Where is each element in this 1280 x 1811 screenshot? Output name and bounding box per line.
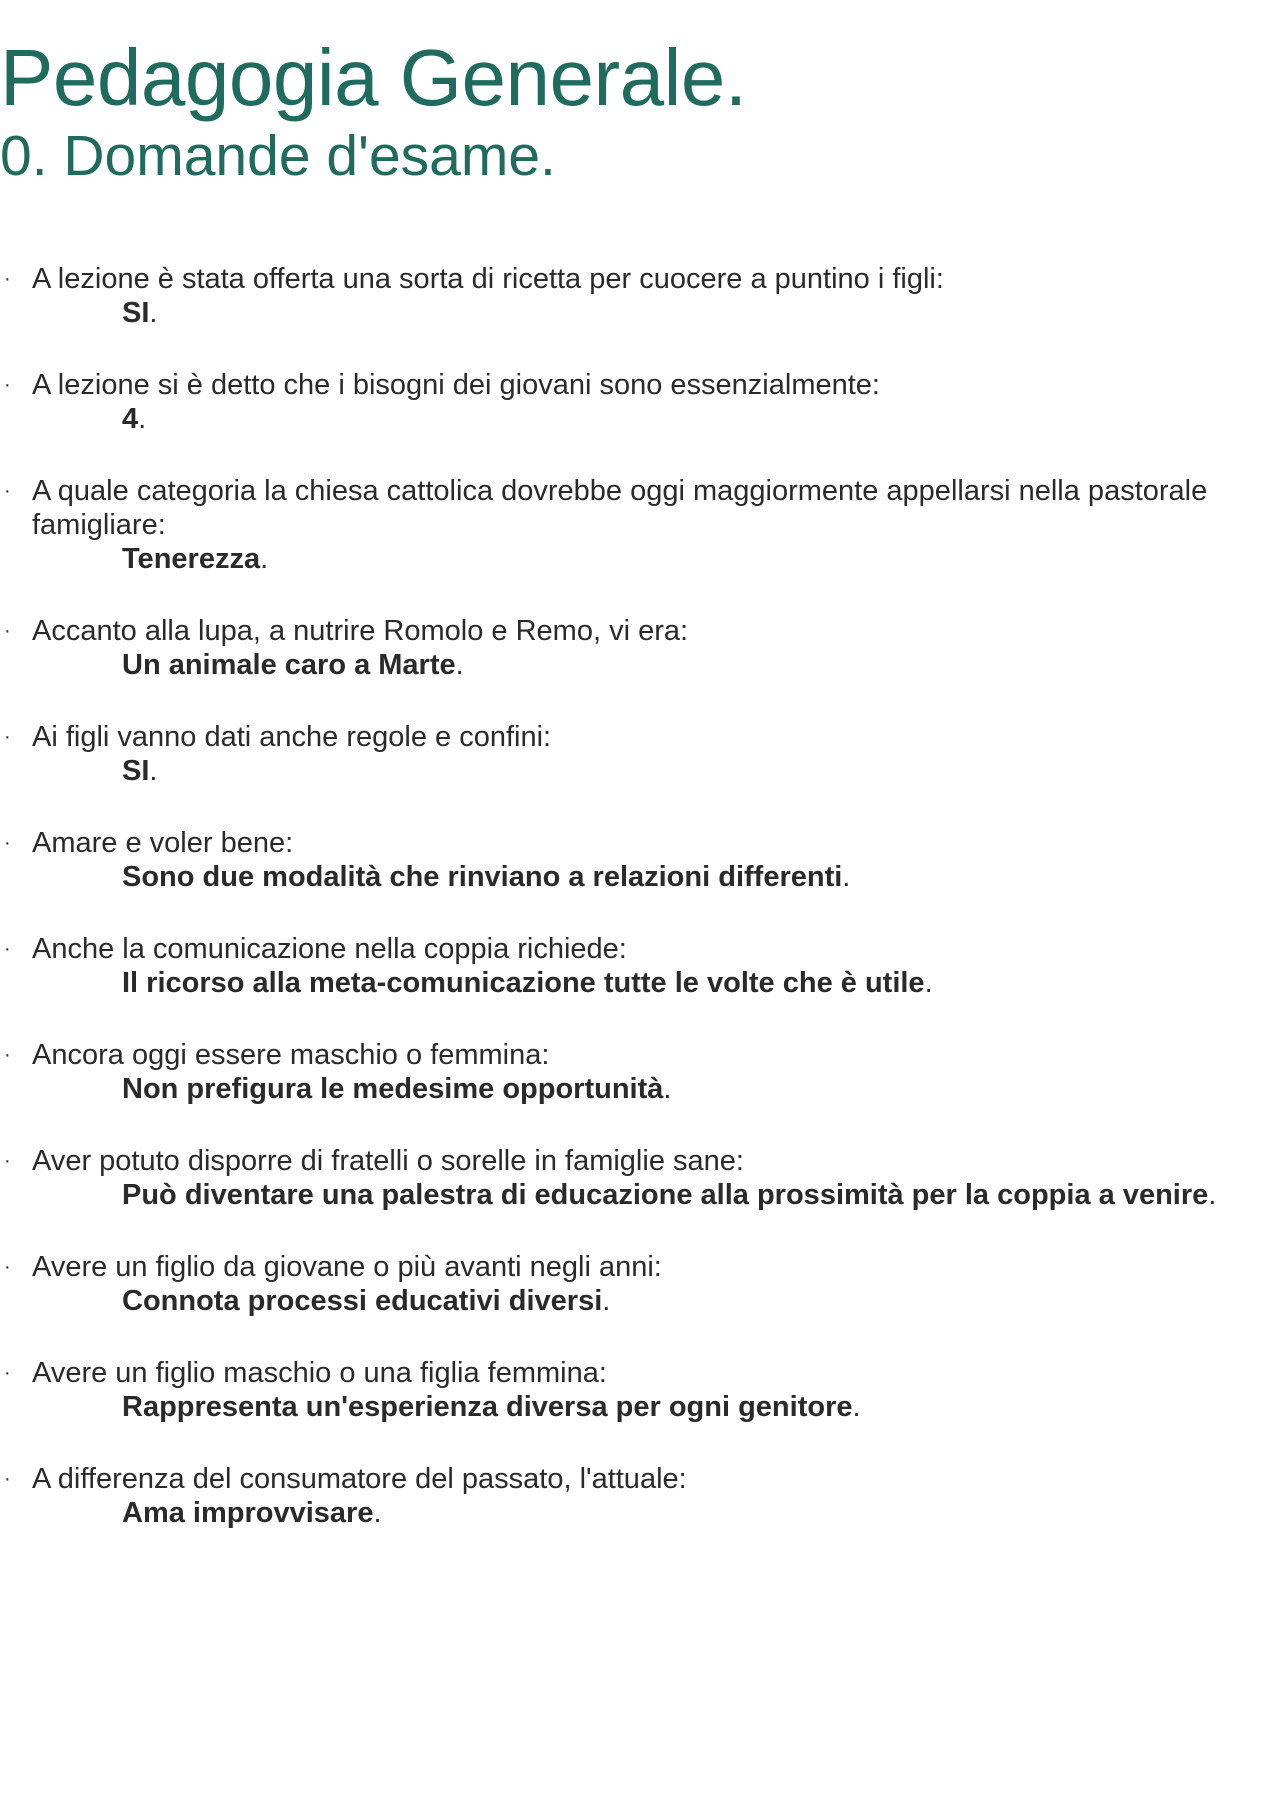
answer-text: Tenerezza <box>122 543 261 575</box>
answer-punctuation: . <box>149 297 158 329</box>
answer-line <box>122 1496 1250 1530</box>
answer-line <box>122 860 1250 894</box>
question-text: Ai figli vanno dati anche regole e confini: <box>32 721 552 753</box>
answer-punctuation: . <box>602 1285 611 1317</box>
answer-text: SI <box>122 297 150 329</box>
question-item <box>0 1144 1250 1212</box>
question-text: A lezione si è detto che i bisogni dei giovani sono essenzialmente: <box>32 369 880 401</box>
answer-punctuation: . <box>663 1073 672 1105</box>
answer-punctuation: . <box>138 403 147 435</box>
answer-line <box>122 1178 1250 1212</box>
document-title: Pedagogia Generale. <box>0 33 747 122</box>
bullet-icon: · <box>4 268 11 290</box>
answer-line <box>122 542 1250 576</box>
answer-text: 4 <box>122 403 139 435</box>
answer-text: Ama improvvisare <box>122 1497 374 1529</box>
question-item <box>0 614 1250 682</box>
answer-line <box>122 966 1250 1000</box>
answer-punctuation: . <box>373 1497 382 1529</box>
bullet-icon: · <box>4 620 11 642</box>
answer-line <box>122 296 1250 330</box>
answer-line <box>122 1284 1250 1318</box>
document-subtitle: 0. Domande d'esame. <box>0 124 556 188</box>
question-item <box>0 720 1250 788</box>
answer-text: Un animale caro a Marte <box>122 649 456 681</box>
question-text: A quale categoria la chiesa cattolica dovrebbe oggi maggiormente appellarsi nella pastorale famigliare: <box>32 475 1208 541</box>
answer-punctuation: . <box>260 543 269 575</box>
bullet-icon: · <box>4 1468 11 1490</box>
question-item <box>0 474 1250 576</box>
bullet-icon: · <box>4 832 11 854</box>
answer-punctuation: . <box>924 967 933 999</box>
bullet-icon: · <box>4 1362 11 1384</box>
question-text: Amare e voler bene: <box>32 827 294 859</box>
bullet-icon: · <box>4 1150 11 1172</box>
bullet-icon: · <box>4 480 11 502</box>
answer-text: SI <box>122 755 150 787</box>
question-item <box>0 1038 1250 1106</box>
answer-line <box>122 648 1250 682</box>
bullet-icon: · <box>4 374 11 396</box>
question-item <box>0 262 1250 330</box>
answer-punctuation: . <box>149 755 158 787</box>
bullet-icon: · <box>4 1044 11 1066</box>
answer-text: Può diventare una palestra di educazione alla prossimità per la coppia a venire <box>122 1179 1209 1211</box>
question-text: Avere un figlio da giovane o più avanti negli anni: <box>32 1251 662 1283</box>
question-item <box>0 1462 1250 1530</box>
question-text: A differenza del consumatore del passato, l'attuale: <box>32 1463 687 1495</box>
question-item <box>0 932 1250 1000</box>
answer-line <box>122 402 1250 436</box>
question-list <box>0 262 1250 1568</box>
question-item <box>0 826 1250 894</box>
question-item <box>0 1356 1250 1424</box>
bullet-icon: · <box>4 938 11 960</box>
question-text: Avere un figlio maschio o una figlia femmina: <box>32 1357 607 1389</box>
question-item <box>0 368 1250 436</box>
question-text: Accanto alla lupa, a nutrire Romolo e Remo, vi era: <box>32 615 689 647</box>
question-text: Ancora oggi essere maschio o femmina: <box>32 1039 550 1071</box>
answer-text: Il ricorso alla meta-comunicazione tutte le volte che è utile <box>122 967 925 999</box>
answer-text: Sono due modalità che rinviano a relazioni differenti <box>122 861 843 893</box>
answer-line <box>122 1072 1250 1106</box>
answer-line <box>122 1390 1250 1424</box>
answer-text: Connota processi educativi diversi <box>122 1285 603 1317</box>
question-text: Aver potuto disporre di fratelli o sorelle in famiglie sane: <box>32 1145 744 1177</box>
answer-punctuation: . <box>842 861 851 893</box>
answer-line <box>122 754 1250 788</box>
answer-punctuation: . <box>852 1391 861 1423</box>
answer-text: Non prefigura le medesime opportunità <box>122 1073 664 1105</box>
bullet-icon: · <box>4 726 11 748</box>
answer-punctuation: . <box>455 649 464 681</box>
bullet-icon: · <box>4 1256 11 1278</box>
question-item <box>0 1250 1250 1318</box>
answer-punctuation: . <box>1208 1179 1217 1211</box>
question-text: A lezione è stata offerta una sorta di ricetta per cuocere a puntino i figli: <box>32 263 944 295</box>
question-text: Anche la comunicazione nella coppia richiede: <box>32 933 627 965</box>
answer-text: Rappresenta un'esperienza diversa per ogni genitore <box>122 1391 853 1423</box>
